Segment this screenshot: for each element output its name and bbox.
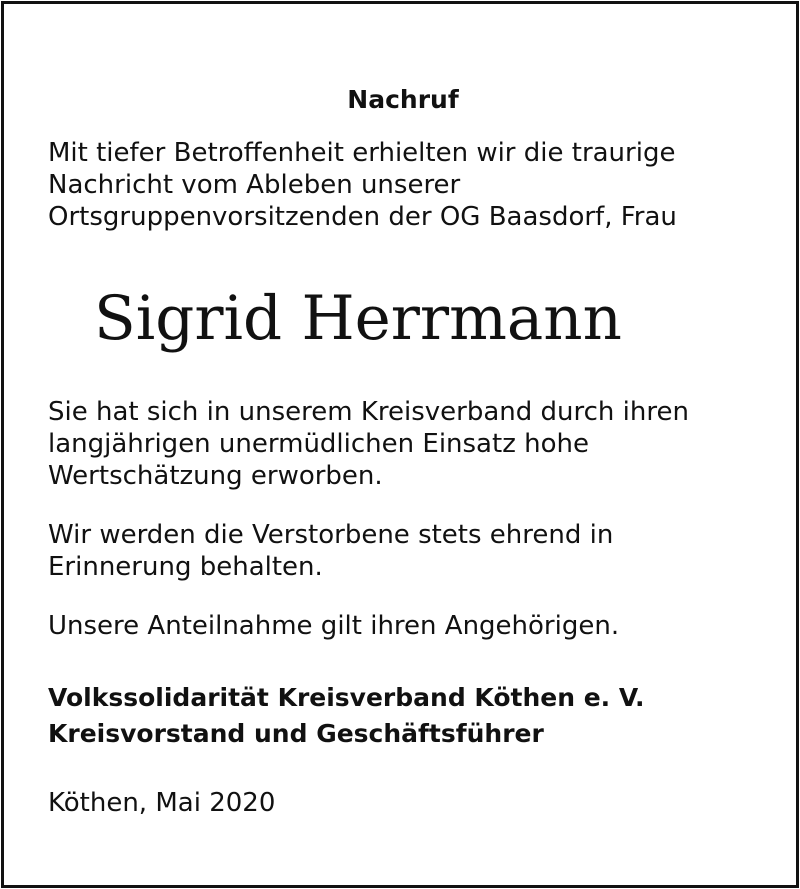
organization-line: Volkssolidarität Kreisverband Köthen e. V. [48, 683, 645, 712]
tribute-line: Wertschätzung erworben. [48, 461, 383, 491]
organization-signature [48, 680, 645, 752]
intro-line: Ortsgruppenvorsitzenden der OG Baasdorf, Frau [48, 202, 677, 232]
memory-paragraph [48, 519, 613, 583]
sympathy-line: Unsere Anteilnahme gilt ihren Angehörigen. [48, 611, 620, 641]
deceased-name: Sigrid Herrmann [94, 283, 622, 354]
memory-line: Wir werden die Verstorbene stets ehrend in [48, 520, 614, 550]
obituary-heading: Nachruf [347, 85, 459, 114]
intro-line: Mit tiefer Betroffenheit erhielten wir die traurige [48, 138, 676, 168]
tribute-line: langjährigen unermüdlichen Einsatz hohe [48, 429, 589, 459]
tribute-line: Sie hat sich in unserem Kreisverband durch ihren [48, 397, 689, 427]
organization-line: Kreisvorstand und Geschäftsführer [48, 719, 544, 748]
sympathy-paragraph [48, 610, 619, 642]
obituary-frame [1, 1, 799, 888]
intro-paragraph [48, 137, 677, 233]
intro-line: Nachricht vom Ableben unserer [48, 170, 461, 200]
tribute-paragraph [48, 396, 689, 492]
memory-line: Erinnerung behalten. [48, 552, 323, 582]
place-date: Köthen, Mai 2020 [48, 788, 276, 818]
